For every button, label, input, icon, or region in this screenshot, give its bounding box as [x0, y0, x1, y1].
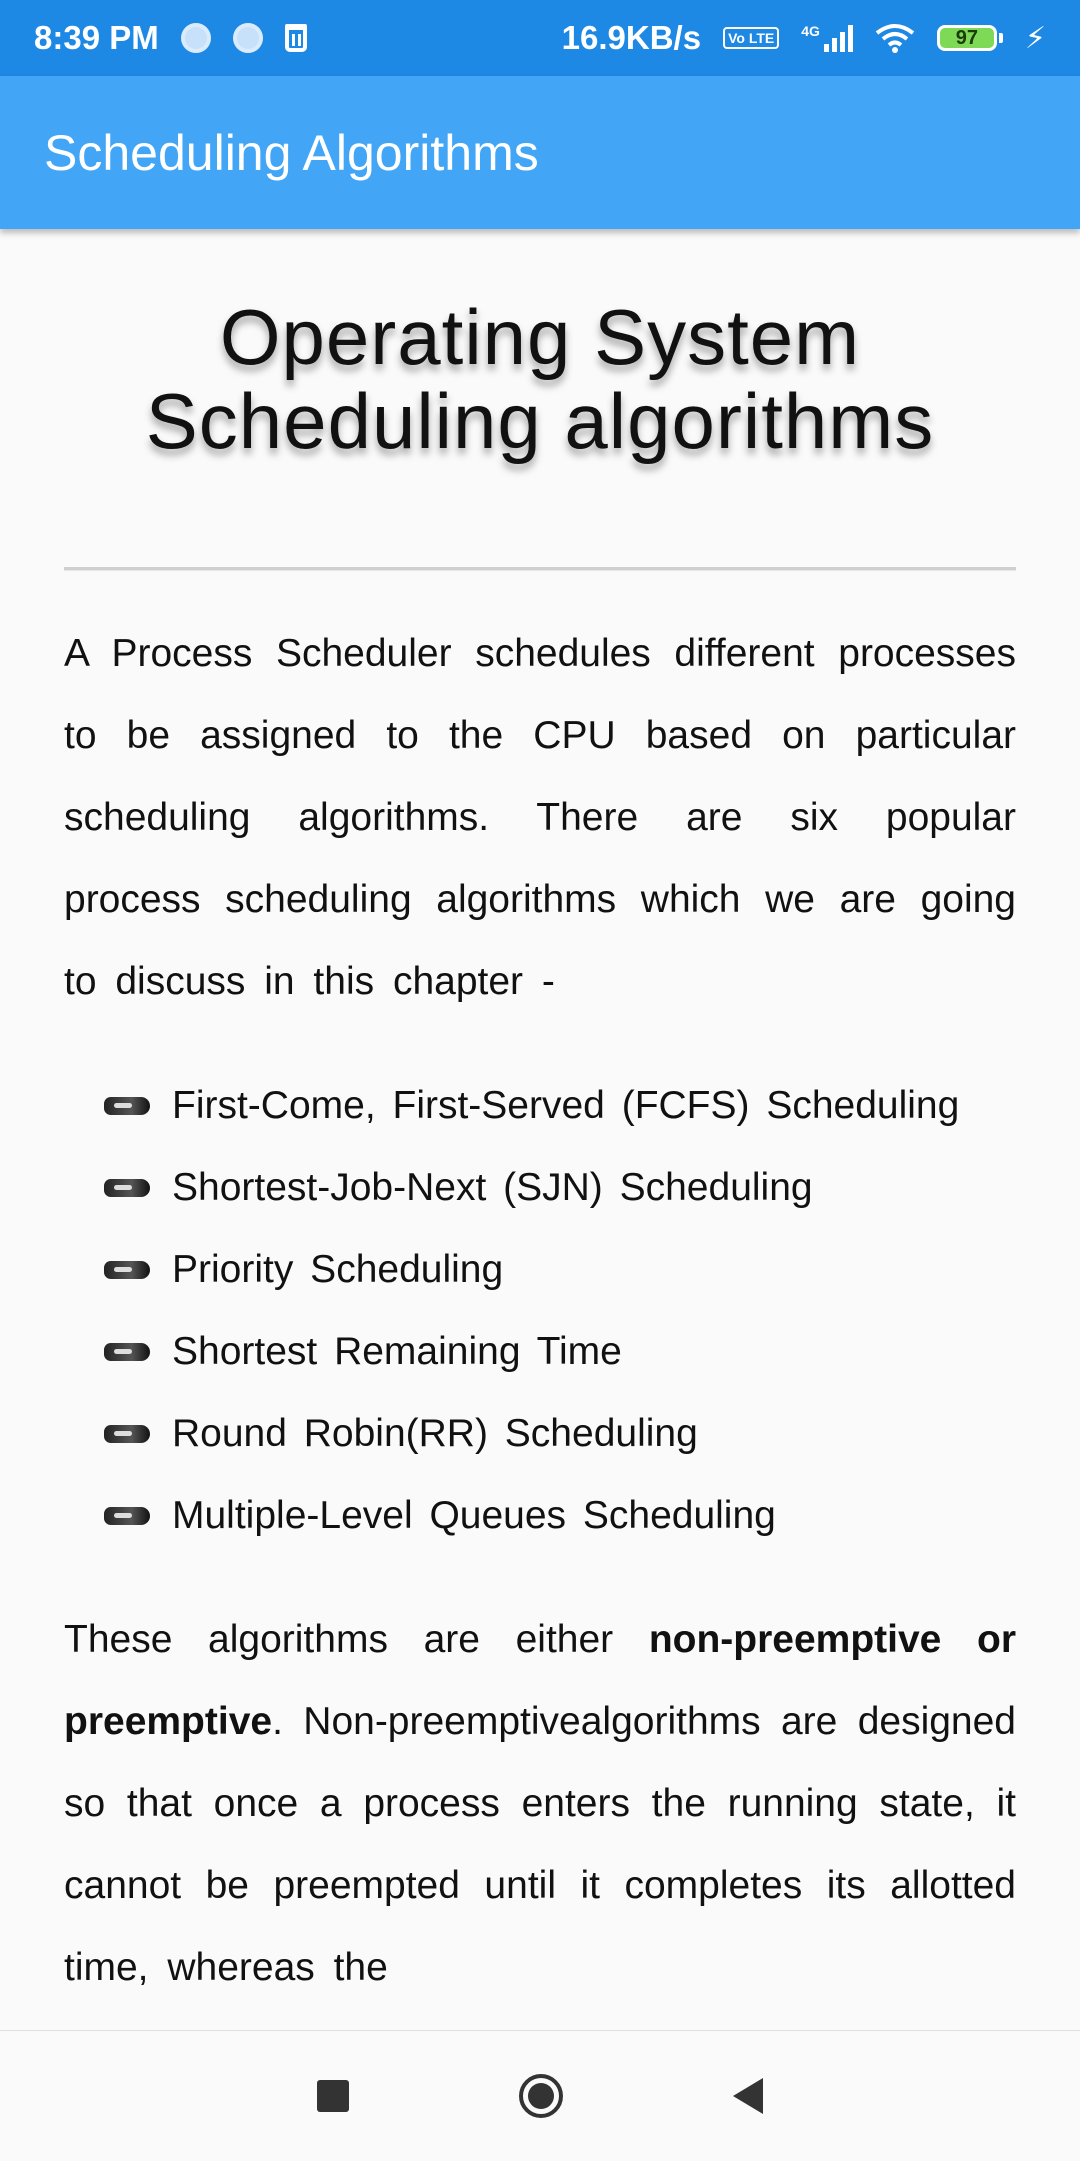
app-title: Scheduling Algorithms [44, 124, 539, 181]
para2-bold: non-preemptive or preemptive [64, 1618, 1016, 1743]
list-item [64, 1475, 1016, 1557]
trash-icon [285, 24, 307, 52]
status-left [34, 19, 307, 57]
bullet-pen-icon [104, 1179, 150, 1197]
bullet-pen-icon [104, 1097, 150, 1115]
status-bar [0, 0, 1080, 76]
list-item-label: First-Come, First-Served (FCFS) Scheduling [172, 1084, 960, 1127]
network-type: 4G [801, 23, 820, 39]
net-speed: 16.9KB/s [561, 19, 702, 56]
list-item [64, 1229, 1016, 1311]
notification-dot-icon [181, 23, 211, 53]
bullet-pen-icon [104, 1425, 150, 1443]
volte-icon: Vo LTE [723, 27, 779, 49]
status-time: 8:39 PM [34, 19, 159, 56]
list-item-label: Priority Scheduling [172, 1248, 504, 1291]
list-item-label: Shortest-Job-Next (SJN) Scheduling [172, 1166, 813, 1209]
bullet-pen-icon [104, 1507, 150, 1525]
charging-bolt-icon: ⚡ [1024, 21, 1046, 55]
signal-icon [801, 24, 853, 52]
home-circle-icon[interactable] [519, 2074, 563, 2118]
list-item [64, 1147, 1016, 1229]
algorithm-list [64, 1065, 1016, 1557]
battery-icon [937, 25, 1003, 51]
intro-paragraph: A Process Scheduler schedules different processes to be assigned to the CPU based on particular scheduling algorithms. There are six popular process scheduling algorithms which we are going to discuss in this chapter - [64, 632, 1016, 1003]
preemption-paragraph [64, 1599, 1016, 2009]
article-content [64, 229, 1016, 2048]
bullet-pen-icon [104, 1343, 150, 1361]
heading-line-2: Scheduling algorithms [145, 377, 935, 465]
divider [64, 567, 1016, 571]
back-triangle-icon[interactable] [733, 2078, 763, 2114]
article-heading [64, 295, 1016, 463]
list-item-label: Multiple-Level Queues Scheduling [172, 1494, 776, 1537]
list-item [64, 1311, 1016, 1393]
system-nav-bar [0, 2030, 1080, 2161]
notification-dot-icon [233, 23, 263, 53]
list-item [64, 1065, 1016, 1147]
wifi-icon [875, 23, 915, 53]
list-item [64, 1393, 1016, 1475]
list-item-label: Round Robin(RR) Scheduling [172, 1412, 698, 1455]
recents-square-icon[interactable] [317, 2080, 349, 2112]
bullet-pen-icon [104, 1261, 150, 1279]
list-item-label: Shortest Remaining Time [172, 1330, 622, 1373]
app-bar [0, 76, 1080, 229]
battery-level: 97 [937, 25, 997, 51]
para2-rest: . Non-preemptivealgorithms are designed so that once a process enters the running state, it cannot be preempted until it completes its allotted time, whereas the [64, 1700, 1016, 1989]
heading-line-1: Operating System [219, 293, 861, 381]
para2-start: These algorithms are either [64, 1618, 649, 1661]
status-right [562, 19, 1046, 57]
